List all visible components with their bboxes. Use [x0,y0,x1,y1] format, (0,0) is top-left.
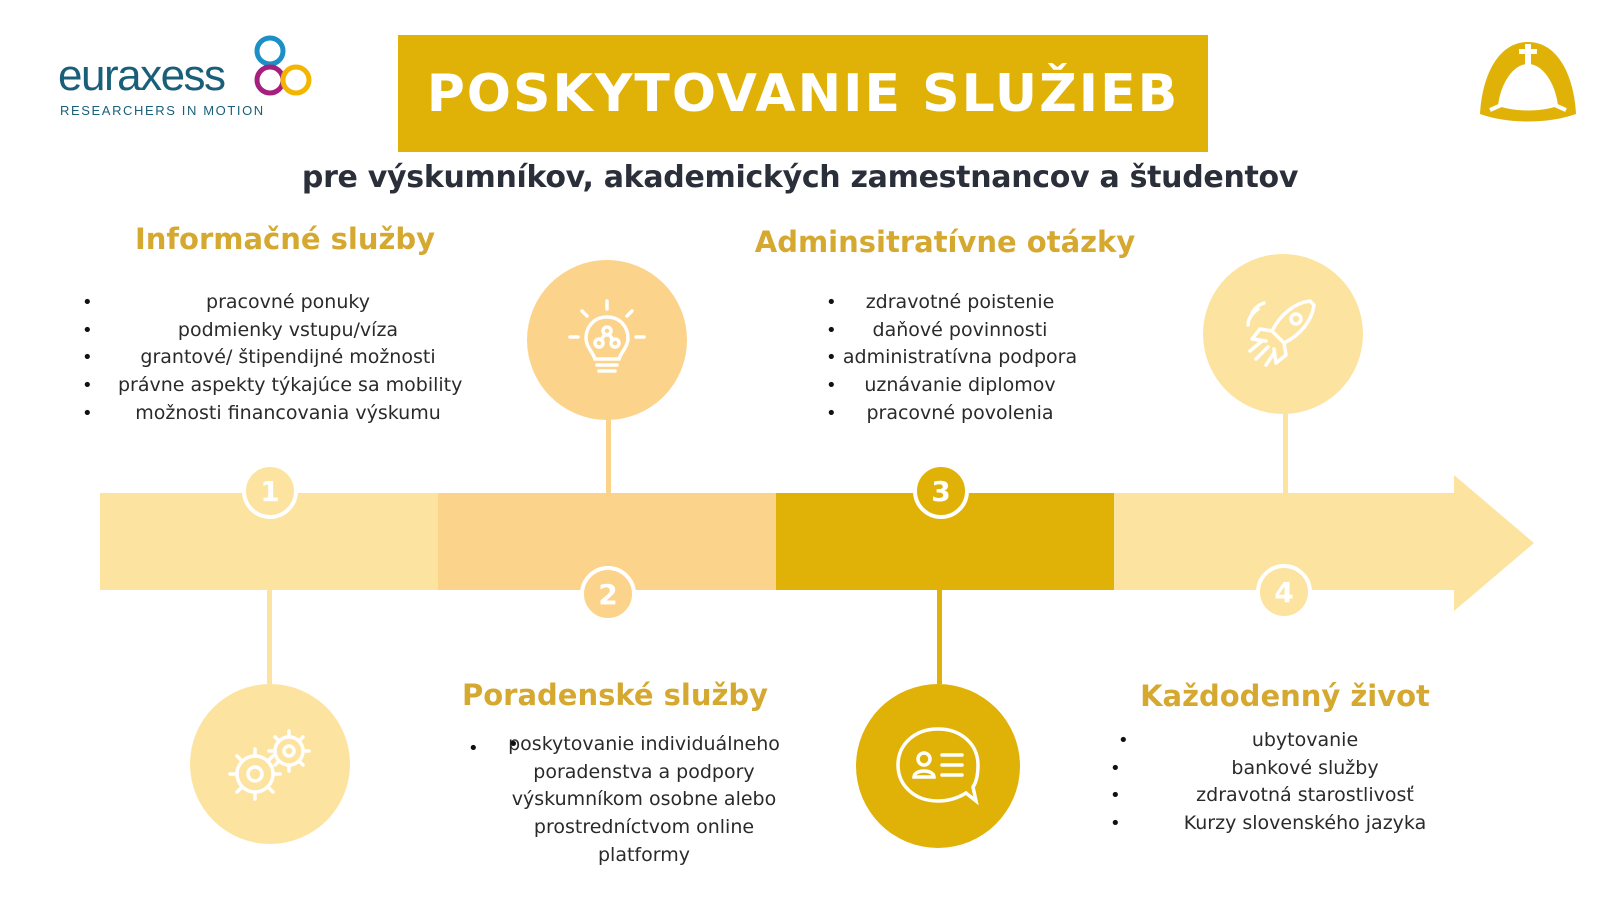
section-4-title: Každodenný život [1140,679,1430,713]
connector-line-4 [1283,404,1288,493]
list-item: • daňové povinnosti [840,317,1080,345]
emblem-icon [1478,36,1578,126]
step-2-badge: 2 [580,566,636,622]
list-item: • administratívna podpora [840,344,1080,372]
timeline-arrowhead [1454,475,1534,611]
step-1-badge: 1 [242,463,298,519]
list-item: • ubytovanie [1170,727,1440,755]
connector-line-1 [267,590,272,684]
page-subtitle: pre výskumníkov, akademických zamestnancov a študentov [301,160,1299,195]
list-item: • právne aspekty týkajúce sa mobility [118,372,458,400]
step-4-badge: 4 [1256,564,1312,620]
connector-line-3 [937,590,942,684]
euraxess-logo [58,34,328,124]
bullet-marker: • [468,738,479,759]
section-1-list [118,289,463,427]
gears-icon [190,684,350,844]
section-3-list [840,289,1080,427]
lightbulb-icon [527,260,687,420]
list-item: • zdravotná starostlivosť [1170,782,1440,810]
list-item: • zdravotné poistenie [840,289,1080,317]
list-item: • Kurzy slovenského jazyka [1170,810,1440,838]
list-item: • poskytovanie individuálneho poradenstva a podpory výskumníkom osobne alebo prostredníctvom online platformy [494,731,794,870]
rocket-icon [1203,254,1363,414]
logo-rings-icon [244,34,320,104]
step-3-badge: 3 [913,463,969,519]
logo-wordmark: euraxess [58,51,225,100]
section-4-list [1170,727,1440,838]
list-item: • uznávanie diplomov [840,372,1080,400]
logo-tagline: RESEARCHERS IN MOTION [60,103,265,118]
list-item: • možnosti financovania výskumu [118,400,458,428]
list-item: • bankové služby [1170,755,1440,783]
list-item: • pracovné povolenia [840,400,1080,428]
section-1-title: Informačné služby [134,222,436,256]
page-title: POSKYTOVANIE SLUŽIEB [426,63,1180,124]
list-item: • podmienky vstupu/víza [118,317,458,345]
section-2-title: Poradenské služby [461,678,769,712]
list-item: • grantové/ štipendijné možnosti [118,344,458,372]
section-3-title: Adminsitratívne otázky [754,225,1136,259]
section-2-list [494,731,794,870]
title-banner [398,35,1208,152]
list-item: • pracovné ponuky [118,289,458,317]
profile-chat-icon [856,684,1020,848]
